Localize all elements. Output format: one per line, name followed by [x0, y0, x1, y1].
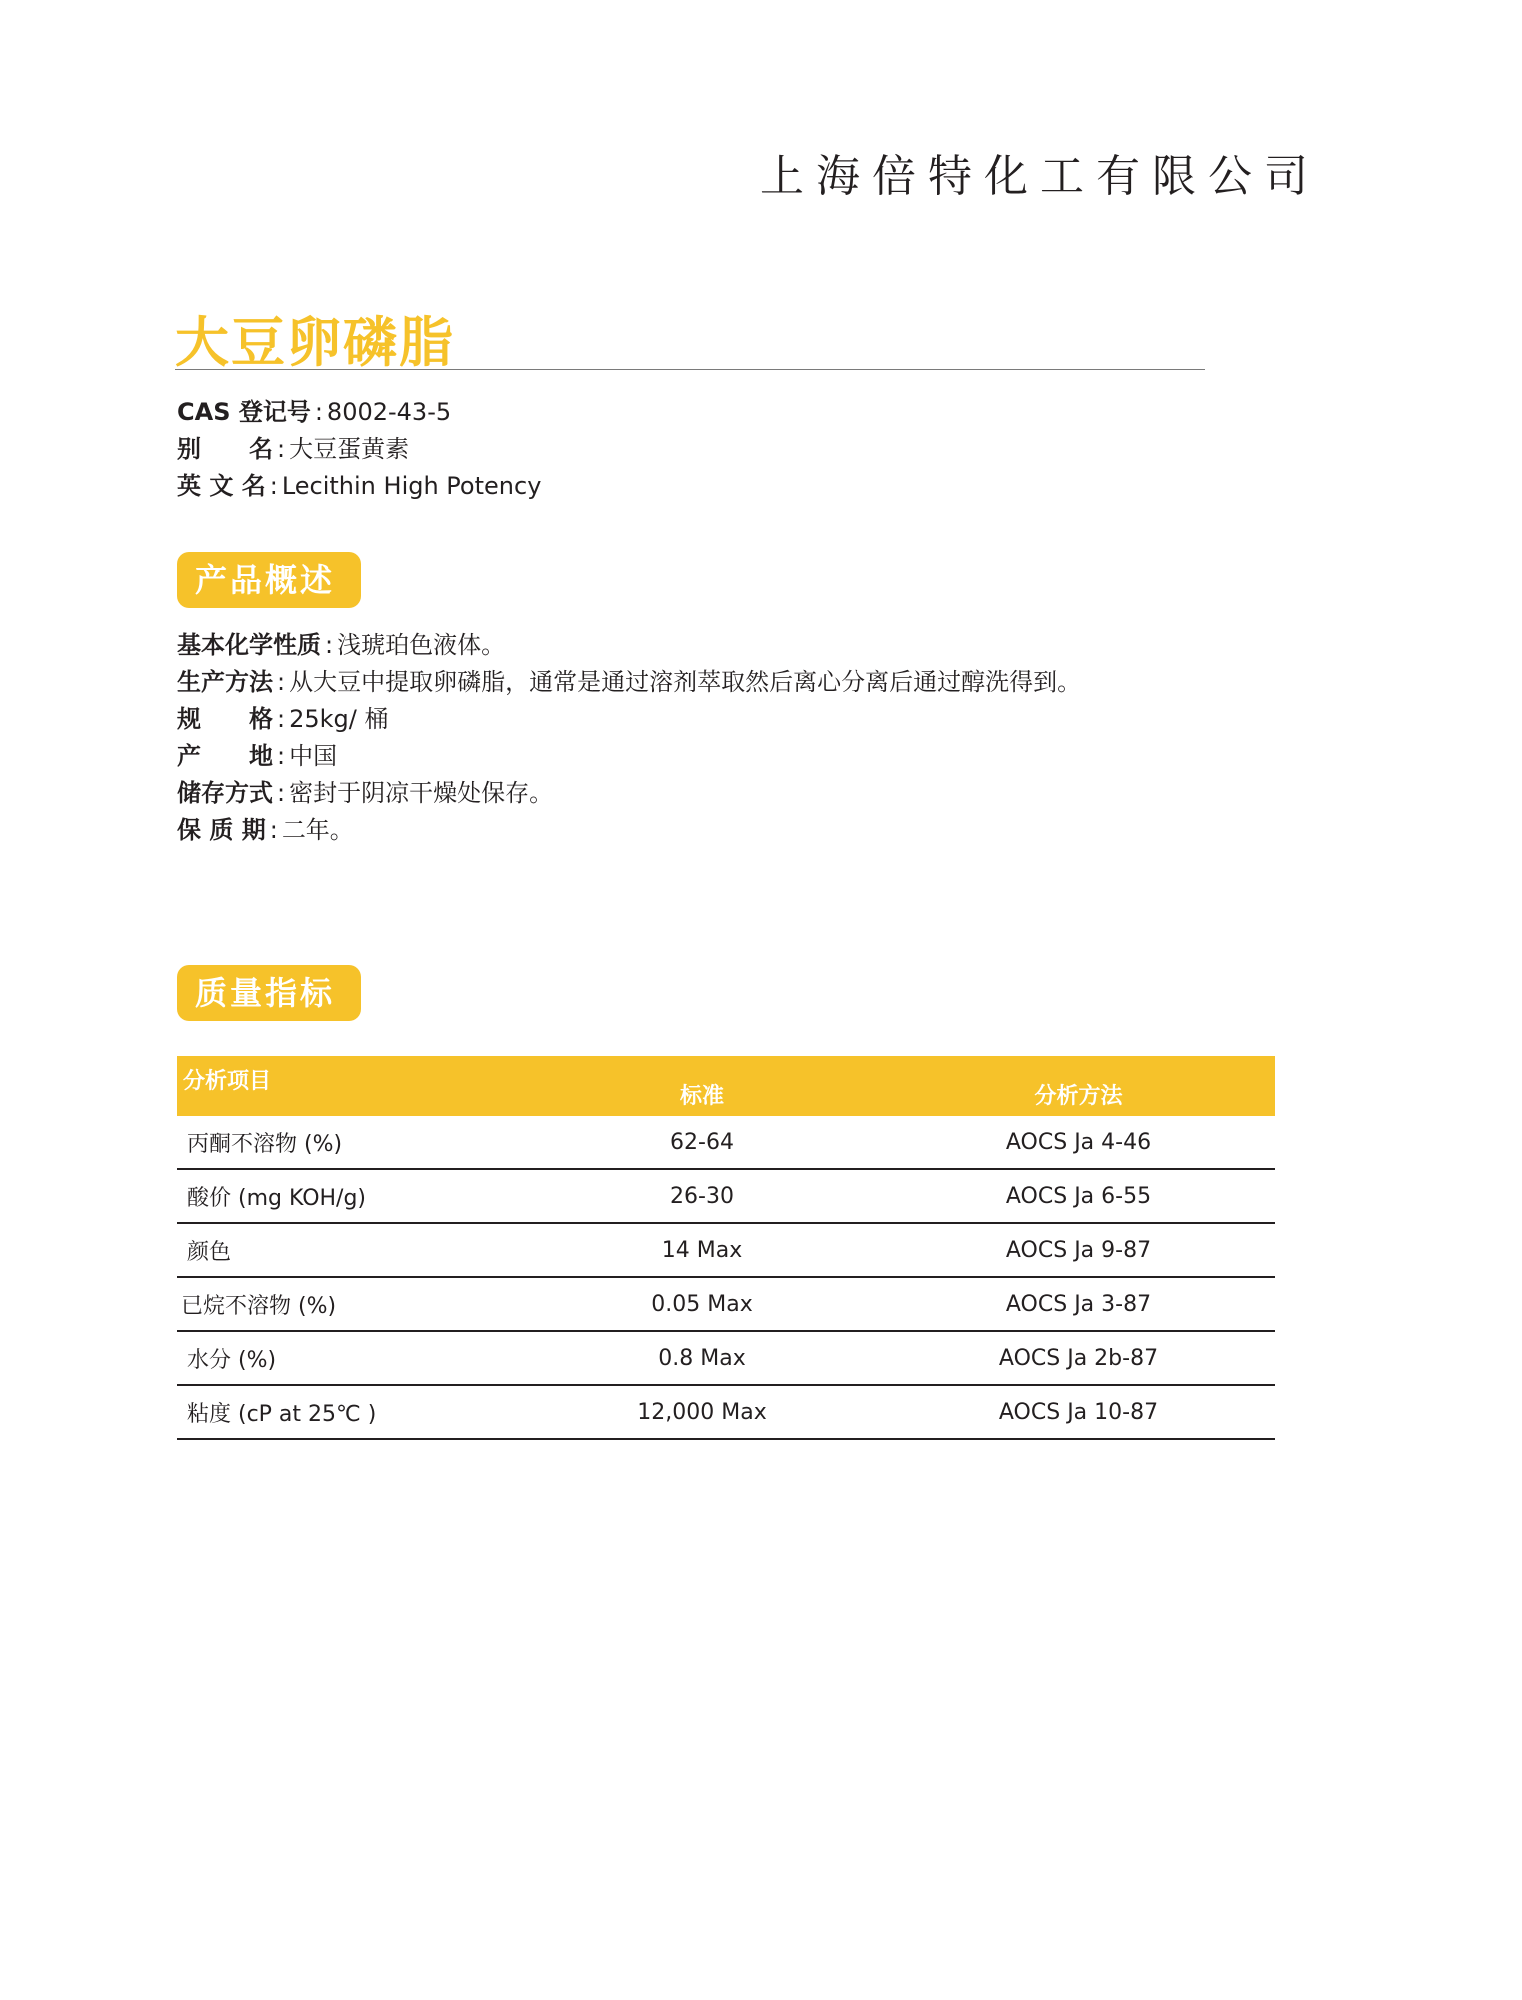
cell-item: 粘度 (cP at 25℃ ): [177, 1385, 522, 1439]
overview-key: 产 地: [177, 742, 273, 770]
cell-item: 已烷不溶物 (%): [177, 1277, 522, 1331]
table-row: [177, 1223, 1275, 1277]
cell-item: 颜色: [177, 1223, 522, 1277]
overview-row-storage: 储存方式 : 密封于阴凉干燥处保存。: [177, 775, 1081, 812]
overview-row-specification: 规 格 : 25kg/ 桶: [177, 701, 1081, 738]
overview-key: 储存方式: [177, 779, 273, 807]
info-key: CAS 登记号: [177, 398, 311, 426]
overview-row-chemical-properties: 基本化学性质 : 浅琥珀色液体。: [177, 627, 1081, 664]
table-row: [177, 1385, 1275, 1439]
overview-value: 二年。: [281, 816, 354, 844]
cell-standard: 26-30: [522, 1169, 882, 1223]
quality-spec-table: [177, 1056, 1275, 1440]
info-row-english-name: 英 文 名 : Lecithin High Potency: [177, 468, 541, 505]
overview-row-origin: 产 地 : 中国: [177, 738, 1081, 775]
cell-method: AOCS Ja 4-46: [882, 1116, 1275, 1169]
cell-item: 丙酮不溶物 (%): [177, 1116, 522, 1169]
overview-key: 保 质 期: [177, 816, 266, 844]
overview-badge: 产品概述: [177, 552, 361, 608]
product-title: 大豆卵磷脂: [175, 311, 455, 374]
table-row: [177, 1169, 1275, 1223]
header-analysis-item: 分析项目: [177, 1056, 522, 1116]
info-key: 英 文 名: [177, 472, 266, 500]
cell-standard: 14 Max: [522, 1223, 882, 1277]
overview-key: 生产方法: [177, 668, 273, 696]
cell-standard: 12,000 Max: [522, 1385, 882, 1439]
info-key: 别 名: [177, 435, 273, 463]
cell-method: AOCS Ja 6-55: [882, 1169, 1275, 1223]
table-header-row: [177, 1056, 1275, 1116]
info-value: 8002-43-5: [326, 398, 452, 426]
quality-badge: 质量指标: [177, 965, 361, 1021]
cell-standard: 0.05 Max: [522, 1277, 882, 1331]
overview-value: 密封于阴凉干燥处保存。: [289, 779, 554, 807]
company-name: 上海倍特化工有限公司: [760, 151, 1320, 202]
cell-item: 酸价 (mg KOH/g): [177, 1169, 522, 1223]
cell-method: AOCS Ja 2b-87: [882, 1331, 1275, 1385]
info-row-cas: CAS 登记号 : 8002-43-5: [177, 394, 541, 431]
overview-value: 浅琥珀色液体。: [337, 631, 506, 659]
cell-method: AOCS Ja 10-87: [882, 1385, 1275, 1439]
cell-standard: 62-64: [522, 1116, 882, 1169]
cell-method: AOCS Ja 9-87: [882, 1223, 1275, 1277]
overview-value: 25kg/ 桶: [289, 705, 389, 733]
header-standard: 标准: [522, 1056, 882, 1116]
overview-row-shelf-life: 保 质 期 : 二年。: [177, 812, 1081, 849]
cell-method: AOCS Ja 3-87: [882, 1277, 1275, 1331]
header-analysis-method: 分析方法: [882, 1056, 1275, 1116]
overview-key: 规 格: [177, 705, 273, 733]
overview-value: 从大豆中提取卵磷脂，通常是通过溶剂萃取然后离心分离后通过醇洗得到。: [289, 668, 1082, 696]
info-row-alias: 别 名 : 大豆蛋黄素: [177, 431, 541, 468]
title-divider: [175, 369, 1205, 370]
table-row: [177, 1116, 1275, 1169]
overview-row-production-method: 生产方法 : 从大豆中提取卵磷脂，通常是通过溶剂萃取然后离心分离后通过醇洗得到。: [177, 664, 1081, 701]
info-value: Lecithin High Potency: [281, 472, 542, 500]
cell-item: 水分 (%): [177, 1331, 522, 1385]
table-row: [177, 1277, 1275, 1331]
cell-standard: 0.8 Max: [522, 1331, 882, 1385]
overview-list: [177, 627, 1081, 849]
info-value: 大豆蛋黄素: [289, 435, 410, 463]
table-row: [177, 1331, 1275, 1385]
basic-info: [177, 394, 541, 505]
overview-value: 中国: [289, 742, 338, 770]
overview-key: 基本化学性质: [177, 631, 321, 659]
